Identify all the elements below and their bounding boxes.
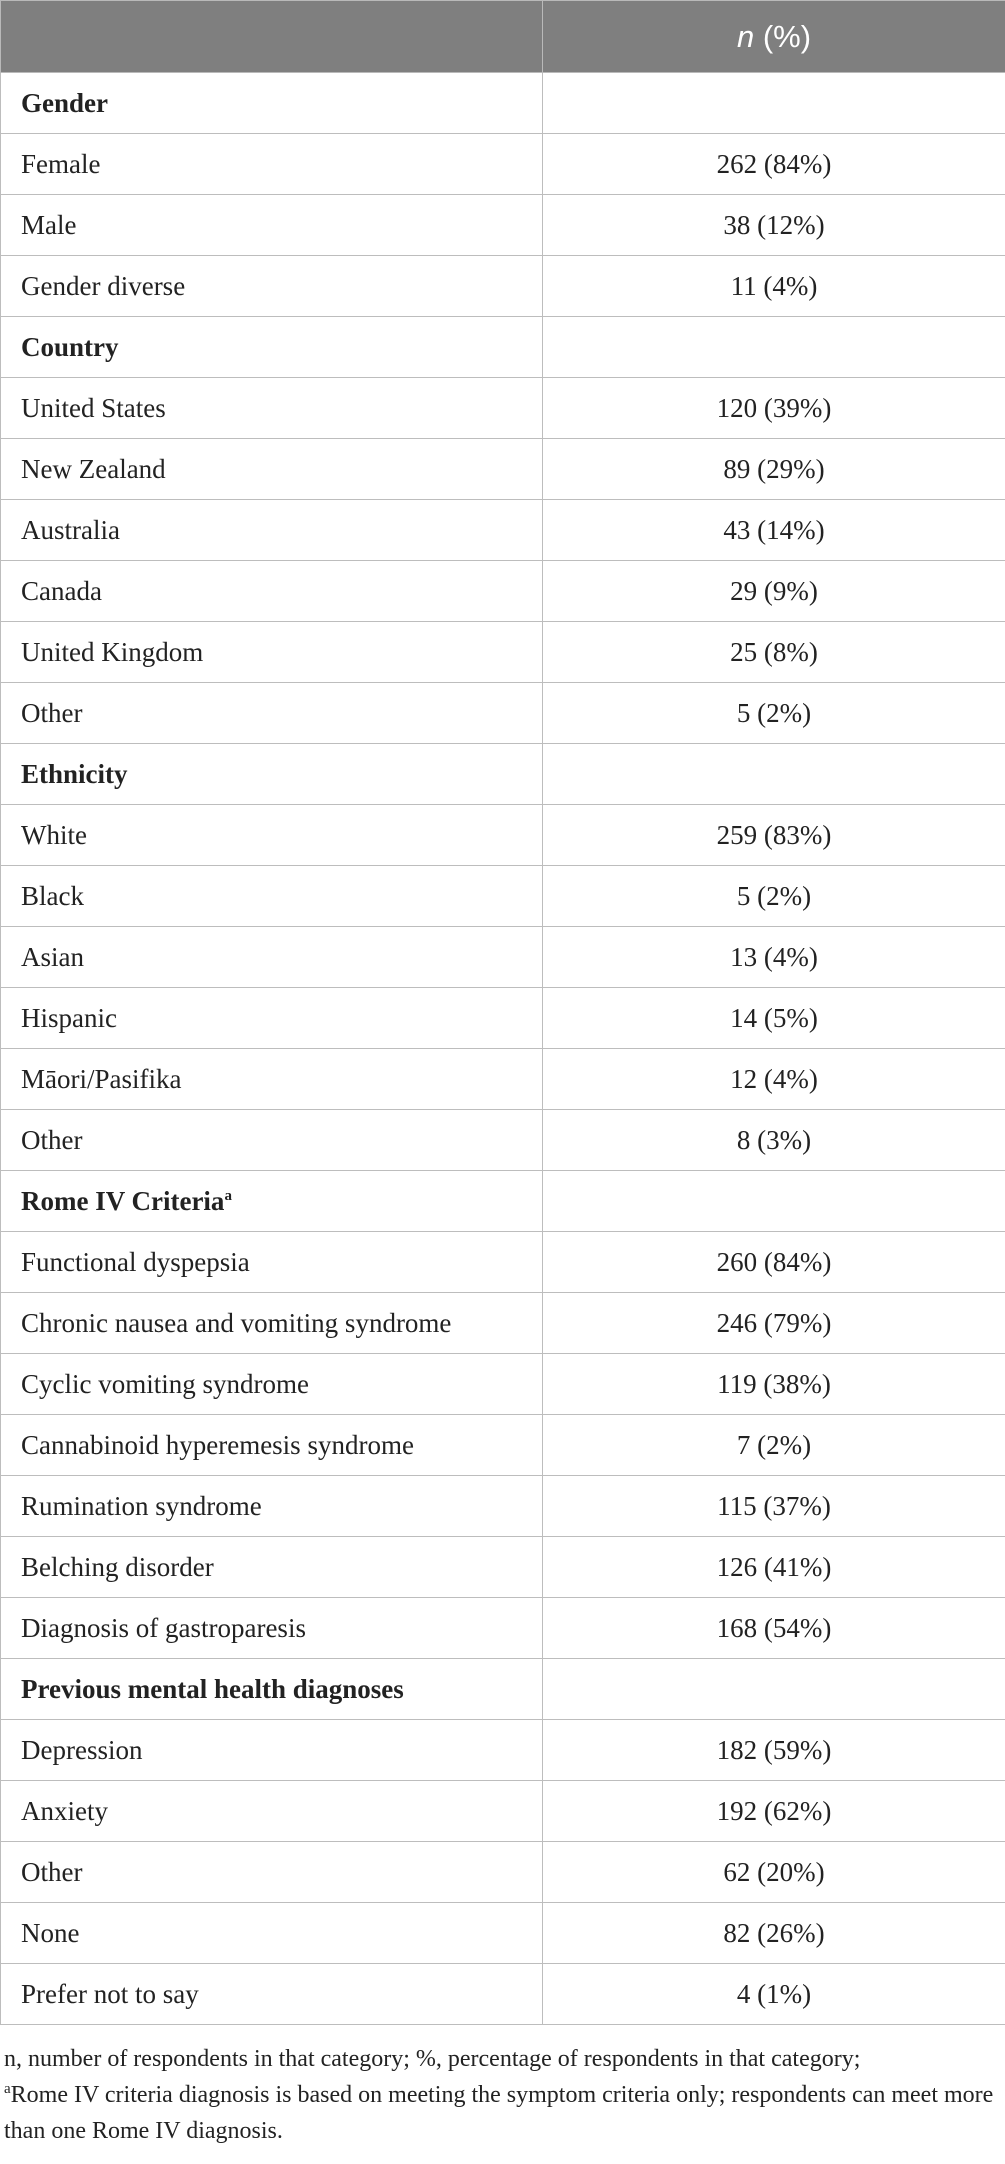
table-body [1, 73, 1005, 2025]
row-label [1, 378, 543, 439]
row-label-text: Depression [21, 1734, 143, 1765]
row-label-text: Female [21, 148, 101, 179]
row-label-text: Previous mental health diagnoses [21, 1673, 404, 1704]
row-label-text: Functional dyspepsia [21, 1246, 250, 1277]
row-value: 4 (1%) [543, 1964, 1005, 2025]
header-n-italic: n [736, 18, 755, 54]
row-label-text: Rome IV Criteria [21, 1185, 225, 1216]
row-label [1, 1598, 543, 1659]
header-percent: (%) [754, 18, 812, 54]
section-row [1, 73, 1005, 134]
row-label [1, 1903, 543, 1964]
row-value: 5 (2%) [543, 683, 1005, 744]
row-label-text: Australia [21, 514, 120, 545]
row-value [543, 744, 1005, 805]
table-row [1, 1842, 1005, 1903]
row-label-text: Male [21, 209, 77, 240]
row-value: 82 (26%) [543, 1903, 1005, 1964]
row-label [1, 866, 543, 927]
table-row [1, 1720, 1005, 1781]
row-value: 7 (2%) [543, 1415, 1005, 1476]
row-value: 192 (62%) [543, 1781, 1005, 1842]
row-label [1, 1415, 543, 1476]
table-row [1, 1049, 1005, 1110]
table-row [1, 256, 1005, 317]
table-row [1, 134, 1005, 195]
row-value: 11 (4%) [543, 256, 1005, 317]
row-value [543, 1659, 1005, 1720]
row-label-text: Gender diverse [21, 270, 186, 301]
footnote-a-text: Rome IV criteria diagnosis is based on meeting the symptom criteria only; respondents can meet more than one Rome IV diagnosis. [4, 2082, 994, 2144]
row-label-text: Ethnicity [21, 758, 128, 789]
row-label [1, 1476, 543, 1537]
section-label [1, 1171, 543, 1232]
row-label [1, 622, 543, 683]
row-value: 12 (4%) [543, 1049, 1005, 1110]
table-row [1, 1781, 1005, 1842]
row-value: 168 (54%) [543, 1598, 1005, 1659]
table-row [1, 805, 1005, 866]
header-value-cell [543, 1, 1005, 73]
header-label-cell [1, 1, 543, 73]
table-row [1, 1964, 1005, 2025]
section-label [1, 317, 543, 378]
row-value: 120 (39%) [543, 378, 1005, 439]
table-row [1, 1476, 1005, 1537]
table-row [1, 500, 1005, 561]
row-value: 13 (4%) [543, 927, 1005, 988]
row-label-text: Chronic nausea and vomiting syndrome [21, 1307, 452, 1338]
table-row [1, 1598, 1005, 1659]
row-label-text: Diagnosis of gastroparesis [21, 1612, 306, 1643]
row-label-text: United States [21, 392, 166, 423]
row-label [1, 1842, 543, 1903]
section-row [1, 744, 1005, 805]
section-label [1, 73, 543, 134]
table-row [1, 1110, 1005, 1171]
row-label [1, 1720, 543, 1781]
row-label [1, 134, 543, 195]
row-label [1, 561, 543, 622]
row-label [1, 1964, 543, 2025]
table-footnotes [0, 2025, 1005, 2149]
row-label-text: Anxiety [21, 1795, 108, 1826]
table-row [1, 988, 1005, 1049]
table-row [1, 622, 1005, 683]
row-value: 262 (84%) [543, 134, 1005, 195]
row-label [1, 500, 543, 561]
table-header-row [1, 1, 1005, 73]
row-value: 126 (41%) [543, 1537, 1005, 1598]
row-label-text: Hispanic [21, 1002, 117, 1033]
row-label-text: Canada [21, 575, 102, 606]
table-row [1, 1354, 1005, 1415]
row-label-text: Other [21, 1124, 83, 1155]
row-label-text: Country [21, 331, 119, 362]
table-row [1, 1232, 1005, 1293]
row-label-text: Māori/Pasifika [21, 1063, 182, 1094]
row-value: 62 (20%) [543, 1842, 1005, 1903]
section-row [1, 1171, 1005, 1232]
row-label [1, 988, 543, 1049]
row-label [1, 1781, 543, 1842]
section-label [1, 1659, 543, 1720]
row-label-text: Asian [21, 941, 84, 972]
row-value: 38 (12%) [543, 195, 1005, 256]
section-row [1, 317, 1005, 378]
row-value: 14 (5%) [543, 988, 1005, 1049]
table-row [1, 1903, 1005, 1964]
table-row [1, 378, 1005, 439]
row-label [1, 1110, 543, 1171]
row-label [1, 1354, 543, 1415]
row-label-text: Belching disorder [21, 1551, 214, 1582]
row-label [1, 439, 543, 500]
row-value [543, 317, 1005, 378]
table-row [1, 195, 1005, 256]
row-value [543, 1171, 1005, 1232]
row-value: 246 (79%) [543, 1293, 1005, 1354]
row-value: 5 (2%) [543, 866, 1005, 927]
row-label [1, 927, 543, 988]
footnote-a [4, 2077, 1001, 2149]
section-label [1, 744, 543, 805]
row-label [1, 1049, 543, 1110]
table-row [1, 866, 1005, 927]
row-label-text: Other [21, 697, 83, 728]
table-row [1, 439, 1005, 500]
row-label-text: White [21, 819, 87, 850]
row-label-text: Prefer not to say [21, 1978, 199, 2009]
table-row [1, 927, 1005, 988]
table-row [1, 1415, 1005, 1476]
table-row [1, 1293, 1005, 1354]
footnote-abbreviations: n, number of respondents in that category; %, percentage of respondents in that category; [4, 2046, 861, 2072]
row-label [1, 195, 543, 256]
row-label [1, 256, 543, 317]
row-label-text: United Kingdom [21, 636, 204, 667]
section-row [1, 1659, 1005, 1720]
row-label [1, 1293, 543, 1354]
row-value: 25 (8%) [543, 622, 1005, 683]
table-row [1, 1537, 1005, 1598]
table-row [1, 561, 1005, 622]
table-row [1, 683, 1005, 744]
row-label-text: Rumination syndrome [21, 1490, 262, 1521]
row-value: 119 (38%) [543, 1354, 1005, 1415]
row-value [543, 73, 1005, 134]
row-value: 115 (37%) [543, 1476, 1005, 1537]
row-label [1, 1537, 543, 1598]
row-label [1, 683, 543, 744]
row-value: 43 (14%) [543, 500, 1005, 561]
row-label-text: Cannabinoid hyperemesis syndrome [21, 1429, 414, 1460]
row-value: 260 (84%) [543, 1232, 1005, 1293]
row-label-text: None [21, 1917, 80, 1948]
footnote-marker: a [224, 1187, 232, 1204]
footnote-a-marker: a [4, 2081, 11, 2097]
row-value: 182 (59%) [543, 1720, 1005, 1781]
row-value: 89 (29%) [543, 439, 1005, 500]
row-label [1, 1232, 543, 1293]
row-label-text: Other [21, 1856, 83, 1887]
row-label-text: Cyclic vomiting syndrome [21, 1368, 309, 1399]
row-label-text: Gender [21, 87, 108, 118]
row-label [1, 805, 543, 866]
row-value: 8 (3%) [543, 1110, 1005, 1171]
row-label-text: Black [21, 880, 84, 911]
row-value: 259 (83%) [543, 805, 1005, 866]
row-label-text: New Zealand [21, 453, 166, 484]
row-value: 29 (9%) [543, 561, 1005, 622]
